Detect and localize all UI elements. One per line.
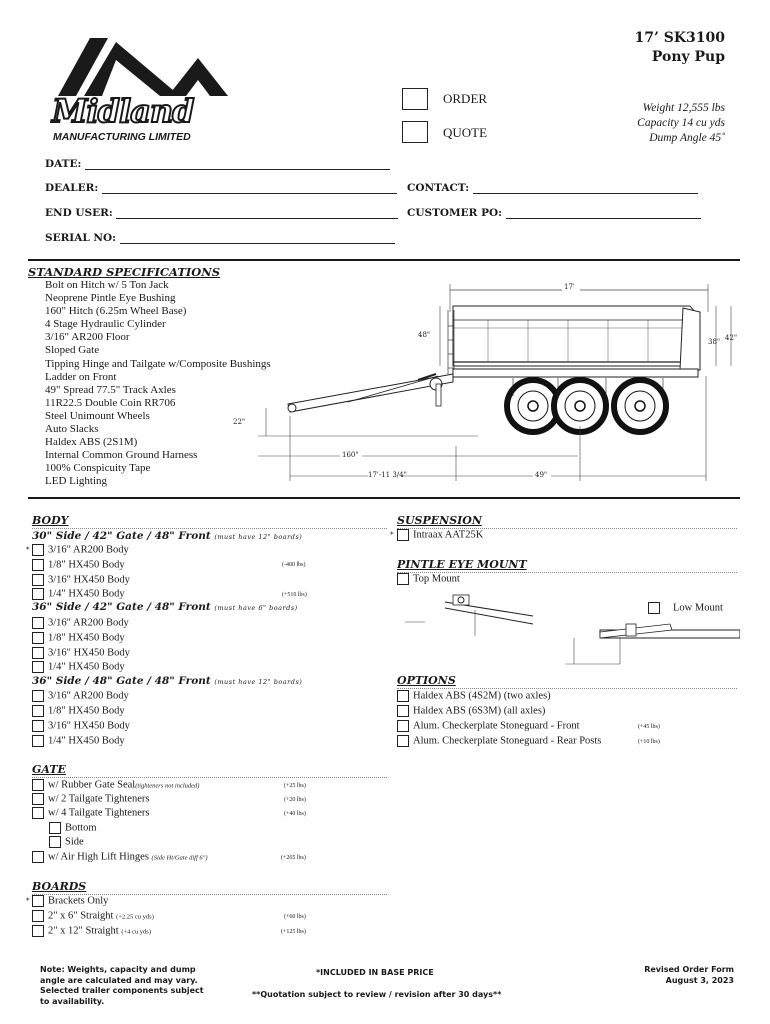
dim-length-label: 17' (564, 283, 575, 291)
option-label: Brackets Only (48, 895, 109, 907)
option-label: w/ 2 Tailgate Tighteners (48, 793, 150, 805)
body-group-note: (must have 6" boards) (214, 604, 298, 612)
option-label: 2" x 12" Straight (48, 925, 119, 937)
option-checkbox[interactable] (32, 544, 44, 556)
option-checkbox[interactable] (32, 705, 44, 717)
dim-side-label: 38" (708, 338, 721, 346)
option-weight: (+265 lbs) (281, 855, 306, 861)
revision-date: August 3, 2023 (665, 976, 734, 985)
option-label: Haldex ABS (4S2M) (two axles) (413, 690, 551, 702)
option-checkbox[interactable] (32, 720, 44, 732)
spec-item: Tipping Hinge and Tailgate w/Composite Bushings (45, 357, 271, 370)
contact-label: CONTACT: (407, 182, 470, 194)
body-option-row[interactable] (32, 705, 125, 719)
footer-note-line: Selected trailer components subject (40, 986, 204, 995)
option-checkbox[interactable] (32, 793, 44, 805)
pintle-title: PINTLE EYE MOUNT (397, 558, 527, 571)
quotation-note: **Quotation subject to review / revision after 30 days** (252, 990, 502, 999)
option-weight: (+45 lbs) (638, 724, 660, 730)
body-option-row[interactable] (32, 661, 125, 675)
option-weight: (+25 lbs) (284, 783, 306, 789)
option-checkbox[interactable] (32, 588, 44, 600)
option-weight: (-400 lbs) (282, 562, 306, 568)
gate-rule (32, 777, 387, 778)
spec-item: Steel Unimount Wheels (45, 409, 150, 422)
quote-label: QUOTE (443, 125, 488, 140)
option-checkbox[interactable] (32, 690, 44, 702)
option-label: Low Mount (673, 602, 723, 614)
option-weight: (+60 lbs) (284, 914, 306, 920)
included-star: * (26, 546, 30, 554)
body-option-row[interactable] (32, 647, 130, 661)
gate-title: GATE (32, 763, 66, 776)
spec-item: Neoprene Pintle Eye Bushing (45, 292, 176, 305)
spec-item: 3/16" AR200 Floor (45, 331, 130, 344)
revision-title: Revised Order Form (644, 965, 734, 974)
end-user-label: END USER: (45, 207, 113, 219)
customer-po-field[interactable] (407, 207, 701, 219)
option-row[interactable] (397, 705, 545, 719)
dim-wheelbase-label: 160" (342, 451, 359, 459)
body-option-row[interactable] (32, 574, 130, 588)
dim-hitch-label: 22" (233, 418, 246, 426)
option-label: Top Mount (413, 573, 460, 585)
option-label: 3/16" AR200 Body (48, 617, 129, 629)
option-checkbox[interactable] (397, 735, 409, 747)
option-checkbox[interactable] (32, 910, 44, 922)
body-option-row[interactable] (32, 735, 125, 749)
option-checkbox[interactable] (32, 617, 44, 629)
standard-specs-title: STANDARD SPECIFICATIONS (28, 265, 221, 279)
option-checkbox[interactable] (32, 559, 44, 571)
option-note: (tighteners not included) (135, 782, 200, 790)
gate-rubber-row[interactable] (32, 779, 199, 793)
dim-overall-label: 17'-11 3/4" (368, 471, 407, 479)
option-label: Haldex ABS (6S3M) (all axles) (413, 705, 546, 717)
option-checkbox[interactable] (32, 851, 44, 863)
body-group-1-heading (32, 530, 302, 542)
dealer-field[interactable] (45, 182, 397, 194)
option-label: 3/16" AR200 Body (48, 544, 129, 556)
option-label: 3/16" AR200 Body (48, 690, 129, 702)
body-group-3-heading (32, 675, 302, 687)
option-checkbox[interactable] (32, 661, 44, 673)
spec-item: 49" Spread 77.5" Track Axles (45, 383, 176, 396)
spec-item: 160" Hitch (6.25m Wheel Base) (45, 305, 187, 318)
option-checkbox[interactable] (397, 573, 409, 585)
gate-side-row[interactable] (49, 836, 84, 850)
spec-item: LED Lighting (45, 475, 108, 488)
option-weight: (+125 lbs) (281, 929, 306, 935)
option-label: 1/8" HX450 Body (48, 632, 125, 644)
low-mount-diagram (560, 620, 740, 668)
included-note: *INCLUDED IN BASE PRICE (316, 968, 434, 977)
option-checkbox[interactable] (397, 705, 409, 717)
boards-twelve-row[interactable] (32, 925, 151, 939)
dim-height-label: 48" (418, 331, 431, 339)
body-option-row[interactable] (32, 632, 125, 646)
option-checkbox[interactable] (32, 647, 44, 659)
option-label: w/ Rubber Gate Seal (48, 779, 136, 791)
divider-top (28, 259, 740, 261)
suspension-title: SUSPENSION (397, 514, 482, 527)
serial-label: SERIAL NO: (45, 232, 117, 244)
option-checkbox[interactable] (49, 836, 61, 848)
model-name: Pony Pup (651, 49, 725, 65)
logo-wordmark: Midland (52, 92, 194, 130)
dim-front-label: 42" (725, 334, 738, 342)
divider-mid (28, 497, 740, 499)
date-field[interactable] (45, 158, 390, 170)
spec-item: 100% Conspicuity Tape (45, 462, 151, 475)
body-group-2-heading (32, 601, 298, 613)
contact-field[interactable] (407, 182, 698, 194)
option-label: w/ 4 Tailgate Tighteners (48, 807, 150, 819)
option-note: (+2.25 cu yds) (116, 913, 154, 921)
option-checkbox[interactable] (397, 690, 409, 702)
option-checkbox[interactable] (32, 895, 44, 907)
option-label: Intraax AAT25K (413, 529, 484, 541)
option-checkbox[interactable] (32, 574, 44, 586)
footer-note (40, 965, 204, 1007)
spec-item: Auto Slacks (45, 423, 99, 436)
body-group-heading-text: 36" Side / 42" Gate / 48" Front (32, 601, 211, 613)
date-label: DATE: (45, 158, 82, 170)
spec-item: Bolt on Hitch w/ 5 Ton Jack (45, 279, 169, 291)
body-option-row[interactable] (32, 690, 129, 704)
options-rule (397, 688, 737, 689)
option-label: Side (65, 836, 84, 848)
spec-item: Internal Common Ground Harness (45, 449, 198, 462)
body-option-row[interactable] (32, 720, 130, 734)
option-note: (+4 cu yds) (121, 928, 151, 936)
option-row[interactable] (397, 690, 551, 704)
order-checkbox[interactable] (402, 88, 428, 110)
serial-field[interactable] (45, 232, 395, 244)
option-label: 1/4" HX450 Body (48, 735, 125, 747)
logo-subtitle: MANUFACTURING LIMITED (53, 131, 191, 143)
capacity-spec: Capacity 14 cu yds (637, 117, 725, 129)
gate-bottom-row[interactable] (49, 822, 97, 836)
body-group-heading-text: 36" Side / 48" Gate / 48" Front (32, 675, 211, 687)
weight-spec: Weight 12,555 lbs (642, 102, 725, 114)
option-label: Bottom (65, 822, 97, 834)
option-label: 3/16" HX450 Body (48, 647, 130, 659)
top-mount-diagram (405, 590, 535, 640)
body-option-row[interactable] (32, 588, 125, 602)
boards-brackets-row[interactable] (32, 895, 108, 909)
option-checkbox[interactable] (397, 529, 409, 541)
option-checkbox[interactable] (648, 602, 660, 614)
end-user-field[interactable] (45, 207, 398, 219)
option-label: 1/8" HX450 Body (48, 559, 125, 571)
body-option-row[interactable] (32, 544, 129, 558)
model-number: 17’ SK3100 (634, 30, 725, 46)
spec-item: Sloped Gate (45, 344, 100, 357)
dealer-label: DEALER: (45, 182, 99, 194)
option-weight: (+20 lbs) (284, 797, 306, 803)
option-checkbox[interactable] (397, 720, 409, 732)
boards-six-row[interactable] (32, 910, 154, 924)
customer-po-label: CUSTOMER PO: (407, 207, 502, 219)
option-checkbox[interactable] (32, 807, 44, 819)
option-weight: (+10 lbs) (638, 739, 660, 745)
body-option-row[interactable] (32, 559, 125, 573)
low-mount-row[interactable] (648, 602, 723, 616)
gate-four-row[interactable] (32, 807, 149, 821)
option-label: Alum. Checkerplate Stoneguard - Rear Posts (413, 735, 602, 747)
trailer-diagram (228, 276, 748, 488)
option-label: w/ Air High Lift Hinges (48, 851, 149, 863)
option-label: 3/16" HX450 Body (48, 574, 130, 586)
option-checkbox[interactable] (32, 779, 44, 791)
body-group-note: (must have 12" boards) (214, 678, 303, 686)
footer-note-line: angle are calculated and may vary. (40, 975, 198, 985)
body-group-note: (must have 12" boards) (214, 533, 303, 541)
option-label: 1/4" HX450 Body (48, 661, 125, 673)
option-label: 1/8" HX450 Body (48, 705, 125, 717)
option-checkbox[interactable] (32, 735, 44, 747)
body-group-heading-text: 30" Side / 42" Gate / 48" Front (32, 530, 211, 542)
top-mount-row[interactable] (397, 573, 460, 587)
option-label: 3/16" HX450 Body (48, 720, 130, 732)
included-star: * (390, 531, 394, 539)
body-title: BODY (32, 514, 69, 527)
dim-spread-label: 49" (535, 471, 548, 479)
option-note: (Side Ht/Gate diff 6") (151, 854, 208, 862)
quote-checkbox[interactable] (402, 121, 428, 143)
option-checkbox[interactable] (32, 632, 44, 644)
option-label: 2" x 6" Straight (48, 910, 114, 922)
option-weight: (+510 lbs) (282, 592, 307, 598)
option-label: 1/4" HX450 Body (48, 588, 125, 600)
option-checkbox[interactable] (49, 822, 61, 834)
spec-item: Haldex ABS (2S1M) (45, 436, 138, 449)
included-star: * (26, 897, 30, 905)
gate-two-row[interactable] (32, 793, 149, 807)
spec-item: Ladder on Front (45, 370, 117, 383)
boards-title: BOARDS (32, 880, 87, 893)
suspension-option-row[interactable] (397, 529, 483, 543)
dump-angle-spec: Dump Angle 45˚ (649, 132, 725, 144)
spec-item: 4 Stage Hydraulic Cylinder (45, 318, 166, 331)
option-weight: (+40 lbs) (284, 811, 306, 817)
footer-note-line: Note: Weights, capacity and dump (40, 965, 196, 974)
option-checkbox[interactable] (32, 925, 44, 937)
option-label: Alum. Checkerplate Stoneguard - Front (413, 720, 580, 732)
order-label: ORDER (443, 91, 488, 106)
options-title: OPTIONS (397, 674, 456, 687)
option-row[interactable] (397, 720, 580, 734)
spec-item: 11R22.5 Double Coin RR706 (45, 396, 176, 409)
body-title-rule (32, 528, 387, 529)
body-option-row[interactable] (32, 617, 129, 631)
option-row[interactable] (397, 735, 601, 749)
gate-hinges-row[interactable] (32, 851, 208, 865)
footer-note-line: to availability. (40, 996, 105, 1006)
